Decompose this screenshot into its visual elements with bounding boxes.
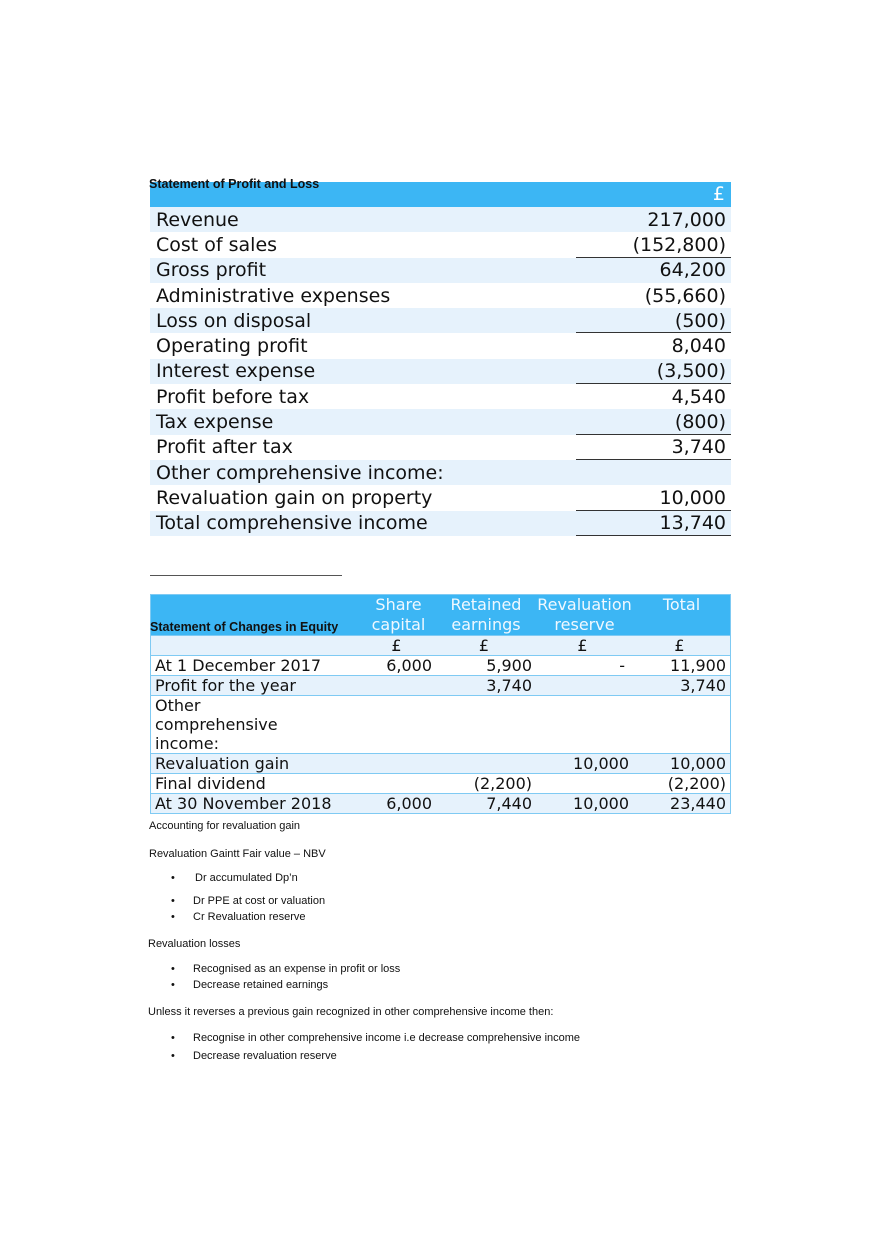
profit-loss-table: [149, 177, 731, 536]
equity-header: [151, 595, 730, 635]
list-item: • Dr accumulated Dp’n: [171, 872, 298, 884]
currency-row: [151, 635, 730, 655]
row-value: 10,000: [659, 486, 726, 509]
col-total: Total: [662, 595, 701, 614]
row-value: (500): [674, 309, 726, 332]
cell: [536, 676, 633, 695]
row-label: Total comprehensive income: [156, 512, 428, 535]
table-row: [150, 409, 731, 434]
row-value: 4,540: [671, 385, 726, 408]
equity-table: [150, 594, 731, 814]
row-label: Tax expense: [156, 411, 274, 434]
currency-cell: £: [674, 636, 685, 655]
list-item: • Decrease retained earnings: [171, 979, 329, 991]
table-row: [151, 695, 730, 753]
row-label: Gross profit: [156, 259, 267, 282]
table-row: [151, 793, 730, 813]
currency-cell: £: [478, 636, 490, 655]
row-label: Revenue: [156, 208, 239, 231]
cell: 5,900: [486, 656, 532, 675]
currency-cell: £: [391, 636, 402, 655]
list-item: • Dr PPE at cost or valuation: [171, 895, 326, 907]
cell: [536, 696, 633, 753]
table-row: [150, 384, 731, 409]
cell: (2,200): [473, 774, 532, 793]
cell: 10,000: [573, 754, 629, 773]
row-label: At 1 December 2017: [155, 656, 322, 675]
table-row: [150, 283, 731, 308]
list-item: • Recognised as an expense in profit or loss: [171, 963, 401, 975]
row-label: Revaluation gain on property: [156, 486, 433, 509]
notes-unless: Unless it reverses a previous gain recognized in other comprehensive income then:: [148, 1006, 554, 1018]
cell: 10,000: [670, 754, 726, 773]
cell: [633, 696, 730, 753]
profit-loss-header: [149, 177, 731, 207]
cell: (2,200): [667, 774, 726, 793]
row-label: At 30 November 2018: [155, 794, 332, 813]
notes-heading-losses: Revaluation losses: [148, 938, 241, 950]
row-label: Profit for the year: [155, 676, 296, 695]
currency-label: £: [712, 183, 725, 205]
row-value: (55,660): [644, 284, 726, 307]
profit-loss-title: Statement of Profit and Loss: [149, 177, 320, 191]
table-row: [151, 753, 730, 773]
col-revaluation-reserve: Revaluation reserve: [537, 595, 632, 634]
cell: 10,000: [573, 794, 629, 813]
table-row: [150, 308, 731, 333]
table-row: [150, 207, 731, 232]
cell: [436, 754, 536, 773]
list-item: • Cr Revaluation reserve: [171, 911, 306, 923]
equity-title: Statement of Changes in Equity: [150, 620, 339, 634]
row-value: 217,000: [647, 208, 726, 231]
row-value: 3,740: [671, 436, 726, 459]
cell: -: [619, 656, 625, 675]
cell: [361, 754, 436, 773]
table-row: [150, 333, 731, 358]
table-row: [150, 359, 731, 384]
cell: 3,740: [486, 676, 532, 695]
notes-heading-gain: Accounting for revaluation gain: [149, 820, 301, 832]
table-row: [150, 232, 731, 257]
table-row: [150, 435, 731, 460]
cell: [361, 696, 436, 753]
row-value: 13,740: [659, 512, 726, 535]
cell: [536, 774, 633, 793]
row-label: Other comprehensive income:: [155, 696, 278, 753]
cell: 7,440: [486, 794, 532, 813]
cell: 23,440: [670, 794, 726, 813]
cell: 11,900: [670, 656, 726, 675]
row-label: Revaluation gain: [155, 754, 290, 773]
row-label: Final dividend: [155, 774, 266, 793]
table-row: [150, 460, 731, 485]
row-label: Other comprehensive income:: [156, 461, 444, 484]
cell: 6,000: [386, 794, 432, 813]
list-item: • Recognise in other comprehensive income i.e decrease comprehensive income: [171, 1032, 581, 1044]
row-label: Profit before tax: [156, 385, 310, 408]
cell: 3,740: [680, 676, 726, 695]
cell: 6,000: [386, 656, 432, 675]
row-value: 64,200: [659, 259, 726, 282]
row-label: Operating profit: [156, 335, 308, 358]
table-row: [151, 655, 730, 675]
row-label: Profit after tax: [156, 436, 293, 459]
row-value: (3,500): [656, 360, 726, 383]
row-value: 8,040: [671, 335, 726, 358]
row-label: Cost of sales: [156, 233, 278, 256]
row-value: (152,800): [632, 233, 726, 256]
table-row: [150, 511, 731, 536]
table-row: [151, 773, 730, 793]
col-share-capital: Share capital: [371, 595, 426, 634]
cell: [436, 696, 536, 753]
table-row: [150, 258, 731, 283]
col-retained-earnings: Retained earnings: [450, 595, 522, 634]
list-item: • Decrease revaluation reserve: [171, 1050, 337, 1062]
table-row: [150, 485, 731, 510]
row-value: (800): [674, 411, 726, 434]
row-label: Loss on disposal: [156, 309, 312, 332]
row-label: Interest expense: [156, 360, 316, 383]
notes-formula: Revaluation Gaintt Fair value – NBV: [149, 848, 326, 860]
divider: [150, 575, 342, 576]
table-row: [151, 675, 730, 695]
row-label: Administrative expenses: [156, 284, 391, 307]
cell: [361, 774, 436, 793]
currency-cell: £: [577, 636, 588, 655]
cell: [361, 676, 436, 695]
